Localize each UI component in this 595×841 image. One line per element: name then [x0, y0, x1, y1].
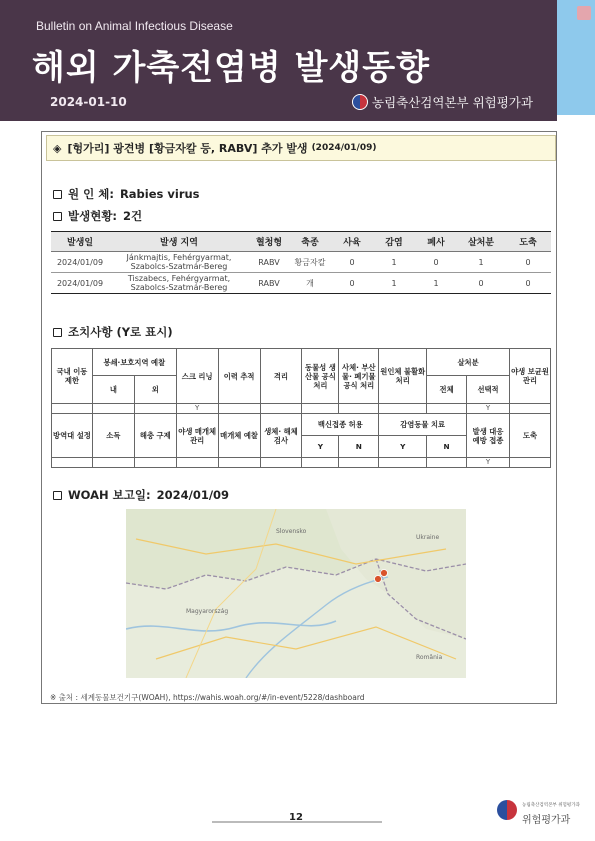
- outbreak-marker: [381, 570, 388, 577]
- m-pathogen-disposal: 원인체 불활화 처리: [379, 349, 427, 404]
- bulletin-label: Bulletin on Animal Infectious Disease: [36, 19, 233, 33]
- cell-slaughtered: 0: [505, 252, 551, 273]
- value-cell: [260, 458, 302, 468]
- value-cell: [302, 404, 339, 414]
- m-carcass-disposal: 사체· 부산물· 폐기물 공식 처리: [339, 349, 379, 404]
- m-vaccination: 백신접종 허용: [302, 414, 379, 436]
- m-cull-all: 전체: [427, 376, 467, 404]
- square-bullet-icon: [53, 190, 62, 199]
- m-treatment: 감염동물 치료: [379, 414, 467, 436]
- m-vac-yes: Y: [302, 436, 339, 458]
- cell-date: 2024/01/09: [51, 273, 109, 294]
- m-disinfection: 소독: [92, 414, 134, 458]
- value-cell: Y: [176, 404, 218, 414]
- topic-date: (2024/01/09): [311, 143, 377, 153]
- value-cell: [134, 458, 176, 468]
- col-region: 발생 지역: [109, 232, 249, 252]
- measures-line: [53, 324, 173, 340]
- outbreak-table: [51, 231, 551, 294]
- m-screening: 스크 리닝: [176, 349, 218, 404]
- page-number: 12: [289, 812, 303, 823]
- m-slaughter: 도축: [509, 414, 550, 458]
- measures-values-row-1: [52, 404, 551, 414]
- cell-region: Jánkmajtis, Fehérgyarmat, Szabolcs-Szatmár-Bereg: [109, 252, 249, 273]
- measures-table: [51, 348, 551, 468]
- map-label-ukraine: Ukraine: [416, 534, 440, 541]
- m-vector-survey: 매개체 예찰: [218, 414, 260, 458]
- cell-culled: 1: [457, 252, 505, 273]
- m-inside: 내: [92, 376, 134, 404]
- page-title: 해외 가축전염병 발생동향: [32, 48, 430, 88]
- status-line: [53, 208, 142, 224]
- m-wildlife-management: 야생 보균원 관리: [509, 349, 550, 404]
- cell-susceptible: 0: [331, 252, 373, 273]
- value-cell: [218, 404, 260, 414]
- m-bio-test: 생체· 해체 검사: [260, 414, 302, 458]
- status-label: 발생현황:: [68, 209, 118, 223]
- map-label-hungary: Magyarország: [186, 608, 229, 615]
- col-deaths: 폐사: [415, 232, 457, 252]
- woah-date: 2024/01/09: [156, 488, 230, 502]
- cell-region: Tiszabecs, Fehérgyarmat, Szabolcs-Szatmár-Bereg: [109, 273, 249, 294]
- value-cell: [339, 404, 379, 414]
- m-zoning: 방역대 설정: [52, 414, 93, 458]
- map-graphic: [126, 509, 466, 678]
- cell-culled: 0: [457, 273, 505, 294]
- taeguk-emblem-icon: [352, 94, 368, 110]
- outbreak-table-header: [51, 232, 551, 252]
- cell-species: 개: [289, 273, 331, 294]
- m-vac-no: N: [339, 436, 379, 458]
- cell-deaths: 0: [415, 252, 457, 273]
- col-serotype: 혈청형: [249, 232, 289, 252]
- topic-title: [헝가리] 광견병 [황금자칼 등, RABV] 추가 발생: [67, 142, 308, 155]
- value-cell: [427, 458, 467, 468]
- value-cell: Y: [467, 458, 510, 468]
- m-cull-selective: 선택적: [467, 376, 510, 404]
- m-tracing: 이력 추적: [218, 349, 260, 404]
- value-cell: [92, 458, 134, 468]
- value-cell: [176, 458, 218, 468]
- table-row: [51, 273, 551, 294]
- value-cell: Y: [467, 404, 510, 414]
- square-bullet-icon: [53, 491, 62, 500]
- m-outside: 외: [134, 376, 176, 404]
- value-cell: [134, 404, 176, 414]
- cell-species: 황금자칼: [289, 252, 331, 273]
- m-culling: 살처분: [427, 349, 510, 376]
- topic-header: [46, 135, 556, 161]
- footer-org: 농림축산검역본부 위험평가과: [522, 803, 580, 808]
- cell-cases: 1: [373, 273, 415, 294]
- map-label-romania: România: [416, 654, 443, 661]
- value-cell: [218, 458, 260, 468]
- m-domestic-restriction: 국내 이동 제한: [52, 349, 93, 404]
- issue-date: 2024-01-10: [50, 95, 127, 109]
- value-cell: [92, 404, 134, 414]
- outbreak-marker: [375, 576, 382, 583]
- woah-label: WOAH 보고일:: [68, 488, 151, 502]
- cell-slaughtered: 0: [505, 273, 551, 294]
- outbreak-map: [126, 509, 466, 678]
- header-corner-mark: [577, 6, 591, 20]
- col-culled: 살처분: [457, 232, 505, 252]
- diamond-bullet-icon: ◈: [53, 141, 62, 155]
- source-note: ※ 출처 : 세계동물보건기구(WOAH), https://wahis.woah.org/#/in-event/5228/dashboard: [50, 693, 365, 702]
- cell-serotype: RABV: [249, 273, 289, 294]
- m-pest-control: 해충 구제: [134, 414, 176, 458]
- status-value: 2건: [123, 209, 143, 223]
- m-prevent-vaccination: 발생 대응 예방 접종: [467, 414, 510, 458]
- m-treat-no: N: [427, 436, 467, 458]
- square-bullet-icon: [53, 328, 62, 337]
- square-bullet-icon: [53, 212, 62, 221]
- value-cell: [509, 404, 550, 414]
- m-product-disposal: 동물성 생산물 공식 처리: [302, 349, 339, 404]
- footer-emblem-icon: [497, 800, 517, 820]
- cause-line: [53, 186, 200, 202]
- footer-dept: 위험평가과: [522, 815, 571, 826]
- col-susceptible: 사육: [331, 232, 373, 252]
- cell-serotype: RABV: [249, 252, 289, 273]
- value-cell: [379, 404, 427, 414]
- value-cell: [52, 458, 93, 468]
- value-cell: [302, 458, 339, 468]
- value-cell: [339, 458, 379, 468]
- cell-deaths: 1: [415, 273, 457, 294]
- m-containment-surveillance: 봉쇄·보호지역 예찰: [92, 349, 176, 376]
- map-label-slovakia: Slovensko: [276, 528, 307, 535]
- cell-cases: 1: [373, 252, 415, 273]
- agency-name: 농림축산검역본부 위험평가과: [372, 95, 533, 110]
- cause-value: Rabies virus: [119, 187, 200, 201]
- value-cell: [379, 458, 427, 468]
- value-cell: [260, 404, 302, 414]
- measures-values-row-2: [52, 458, 551, 468]
- col-species: 축종: [289, 232, 331, 252]
- table-row: [51, 252, 551, 273]
- cell-date: 2024/01/09: [51, 252, 109, 273]
- m-treat-yes: Y: [379, 436, 427, 458]
- cell-susceptible: 0: [331, 273, 373, 294]
- value-cell: [52, 404, 93, 414]
- value-cell: [427, 404, 467, 414]
- cause-label: 원 인 체:: [68, 187, 114, 201]
- col-slaughtered: 도축: [505, 232, 551, 252]
- agency-label: [352, 93, 533, 111]
- value-cell: [509, 458, 550, 468]
- measures-title: 조치사항 (Y로 표시): [68, 325, 173, 339]
- m-quarantine: 격리: [260, 349, 302, 404]
- col-date: 발생일: [51, 232, 109, 252]
- m-wild-vector: 야생 매개체 관리: [176, 414, 218, 458]
- col-cases: 감염: [373, 232, 415, 252]
- woah-line: [53, 487, 229, 503]
